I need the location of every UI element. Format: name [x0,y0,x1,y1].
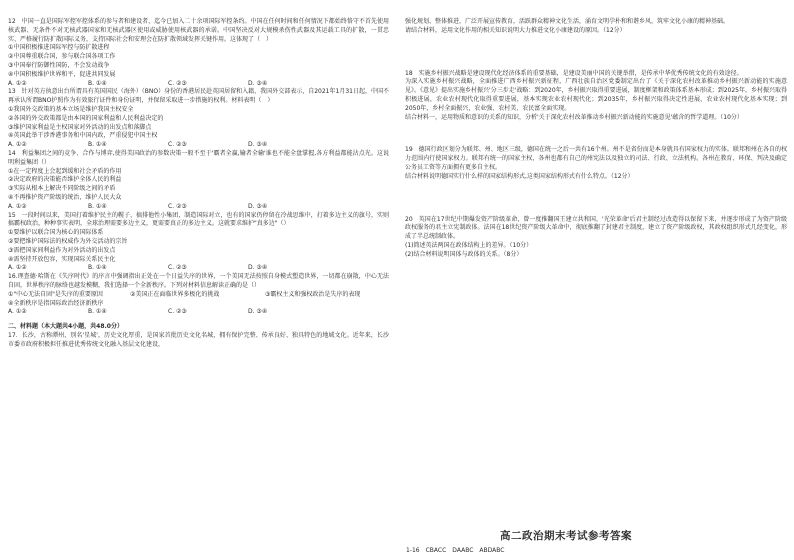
question-17-part-2: 强化规划、整体推进，广泛开展宣传教育，活跃群众精神文化生活，涌育文明孕朴和和谐乡风，筑牢文化小康的精神基础。 [405,18,730,25]
statement-3: ③霸权主义和强权政治是失序的表现 [265,290,361,298]
question-12 [8,18,389,88]
question-17-continued [405,18,787,36]
answer-options [8,264,389,273]
question-stem: 15 一段时间以来，美国打着维护民主的幌子，搞排他性小集团，制造国际对立，也有的国家仍停留在冷战思维中，打着多边主义的旗号，实则搞霸权政治，种种事实表明，全球治理需要多边主义，更需要真正的多边主义。这就要求维护"真多边"（） [8,211,389,228]
option-c: C. ②③ [168,141,187,149]
question-15 [8,212,389,274]
answer-options [8,308,389,317]
option-d: D. ③④ [248,308,268,316]
option-c: C. ②③ [168,308,187,316]
question-14 [8,150,389,212]
option-d: D. ③④ [248,202,268,210]
answer-key-title: 高二政治期末考试参考答案 [500,530,632,542]
option-d: D. ③④ [248,264,268,272]
option-a: A. ①② [8,141,27,149]
statement-4: ④需坚持开放包容，实现国际关系民主化 [8,255,116,263]
left-column [4,0,389,349]
option-c: C. ②③ [168,202,187,210]
question-17-part-1: 17．长沙，古称潭州，别名'星城'，历史文化厚重，是国家首批历史文化名城，拥有保护完整、传承良好、独具特色的地域文化。近年来，长沙市委市政府积极担任推进优秀传统文化融入基层文化建设， [8,331,389,348]
question-18 [405,70,787,123]
statement-2: ②中国尊重联合国，参与联合国各项工作 [8,53,116,61]
question-19 [405,146,787,181]
question-20-material: 20 英国在17世纪中期爆发资产阶级革命，曾一度推翻国王建立共和国，'光荣革命'后君主制经过改造得以保留下来，并逐步形成了为资产阶级政权服务的君主立宪制政体。法国在18世纪资产阶级大革命中，彻底推翻了封建君主制度，建立了资产阶级政权，其政权组织形式几经变化，形成了半总统制政体。 [405,215,787,241]
option-c: C. ②③ [168,264,187,272]
question-18-task: 结合材料一，运用物质和意识的关系的知识，分析'关于深化农村改革推动乡村振兴新动能的实施意见'蕴含的哲学道理。（10分） [405,113,743,121]
statement-4: ④全新秩序是指国际政治经济新秩序 [8,299,104,307]
statement-3: ③维护国家利益是主权国家对外活动的出发点和落脚点 [8,123,152,131]
statement-4: ④英国此举干涉香港事务和中国内政，严重侵犯中国主权 [8,132,158,140]
question-20 [405,216,787,260]
question-17-task: 请结合材料，运用文化作用的相关知识说明大力推进文化小康建设的原因。（12分） [405,26,626,34]
section-heading: 二、材料题（本大题共4小题，共48.0分） [8,323,123,331]
statement-3: ③需把国家间利益作为对外活动的出发点 [8,246,116,254]
statements-grid [8,291,389,300]
question-13 [8,88,389,150]
question-19-task: 结合材料说明德国实行什么样的国家结构形式,这类国家结构形式有什么特点。（12分） [405,172,634,180]
statement-1: ①中国积极推进国际军控与防扩散进程 [8,44,110,52]
statement-2: ②要把维护国际法的权威作为外交活动的宗旨 [8,237,128,245]
statement-1: ①在一定程度上会起到缓和社会矛盾的作用 [8,167,122,175]
option-b: B. ①④ [88,264,107,272]
question-19-material: 19 德国行政区划分为联邦、州、地区三级，德国在统一之后一共有16个州。州不是省份而是本身就具有国家权力的实体。联邦和州在各自的权力范围内行使国家权力。联邦有统一的国家主权，各州也都有自己的州宪法以及独立的司法、行政、立法机构。各州在教育、环保、判决及确定公务员工资等方面拥有更多自主权。 [405,146,787,171]
statement-1: ①我国外交政策的基本立场是维护我国主权安全 [8,105,134,113]
question-18-material: 为深入实施乡村振兴战略，全面推进广西乡村振兴新征程，广西壮族自治区党委制定出台了《关于深化农村改革推动乡村振兴新动能的实施意见》。《意见》提出实施乡村振兴'分三步走'战略：到2020年，乡村振兴取得重要进展，制度框架和政策体系基本形成；到2025年，乡村振兴取得积极进展，农业农村现代化取得重要进展，基本实现农业农村现代化；到2035年，乡村振兴取得决定性进展，农业农村现代化基本实现；到2050年，乡村全面振兴，农业强、农村美、农民富全面实现。 [405,78,787,112]
option-b: B. ①④ [88,79,107,87]
option-d: D. ③④ [248,141,268,149]
right-column [403,0,791,260]
question-stem: 12 中国一直是国际军控军控体系的参与者和建设者，迄今已加入二十余项国际军控条约。中国在任何时间和任何情况下都始终恪守不首先使用核武器、无条件不对无核武器国家和无核武器区使用或威胁使用核武器的承诺。中国坚决反对大规模杀伤性武器及其运载工具的扩散，一贯忠实、严格履行防扩散国际义务，支持国际社会和安理会在防扩散领域发挥关键作用。这体现了（ ） [8,18,389,43]
option-c: C. ②③ [168,79,187,87]
question-18-intro: 18 实施乡村振兴战略是建设现代化经济体系的重要基础，是建设美丽中国的关键举措，是传承中华优秀传统文化的有效途径。 [405,69,743,77]
answer-options [8,203,389,212]
question-stem: 13 针对英方执意出台所谓具有英国国民（海外）（BNO）身份的香港居民赴英国居留和入籍，我国外交部表示，自2021年1月31日起，中国不再承认所谓BNO护照作为有效旅行证件和身份证明，并保留采取进一步措施的权利。材料表明（ ） [8,88,389,105]
option-d: D. ③④ [248,79,268,87]
statement-1: ①"中心无法自固"是失序的重要原因 [8,290,103,298]
question-stem: 16.理查德·哈斯在《失序时代》的序言中强调指出正处在一个日益失序的世界，一个美国无法按照自身模式塑造世界，一切都在崩散，中心无法自固，世界秩序的脉络也越发模糊，我们选择一个全新秩序。下列对材料信息解读正确的是（） [8,273,389,289]
option-a: A. ①② [8,308,27,316]
option-a: A. ①② [8,264,27,272]
statement-1: ①要维护以联合国为核心的国际体系 [8,229,104,237]
answer-key-line: 1-16 CBACC DAABC ABDABC [406,547,505,554]
option-a: A. ①② [8,202,27,210]
option-b: B. ①④ [88,141,107,149]
option-a: A. ①② [8,79,27,87]
statement-3: ③实际从根本上解决不同阶级之间的矛盾 [8,185,116,193]
question-20-subq-2: (2)结合材料说明国体与政体的关系。（8分） [405,250,523,258]
statement-2: ②各国的外交政策都是由本国的国家利益和人民利益决定的 [8,114,164,122]
option-b: B. ①④ [88,308,107,316]
statement-3: ③中国奉行防御性国防，不会发动战争 [8,61,110,69]
statement-4: ④不再推护资产阶级的统治，维护人民大众 [8,193,122,201]
statement-2: ②决定政府的决策能否维护全体人民的利益 [8,176,122,184]
question-16 [8,273,389,317]
question-20-subq-1: (1)简述英法两国在政体结构上的差异。（10分） [405,241,533,249]
statement-2: ②美国正在面临世界多极化的挑战 [130,290,220,298]
answer-options [8,141,389,150]
statement-4: ④中国积极维护世界和平，促进共同发展 [8,70,116,78]
option-b: B. ①④ [88,202,107,210]
question-stem: 14 利益集团之间的竞争、合作与博弈,使得美国政治的参数决策一般不至于'霸者全赢,输者全输'谁也不能全盘掌握,各方利益都能沾点光。这说明利益集团（） [8,149,389,166]
